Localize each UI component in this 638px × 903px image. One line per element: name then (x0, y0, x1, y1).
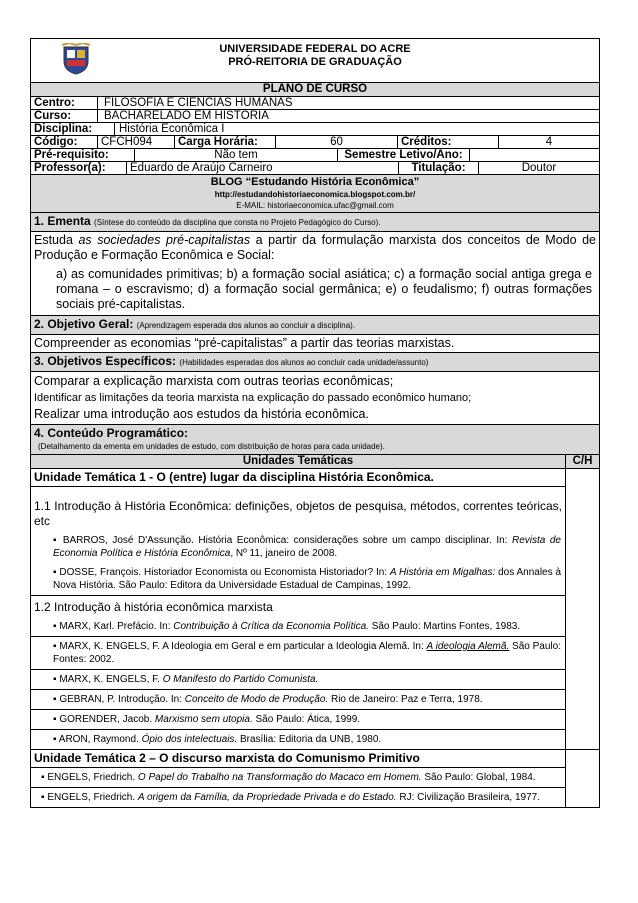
objetivos-especificos-note: (Habilidades esperadas dos alunos ao concluir cada unidade/assunto) (179, 358, 429, 367)
titulacao-label: Titulação: (399, 162, 479, 174)
unit-1-content (31, 469, 566, 749)
objetivos-especificos-list (31, 372, 599, 425)
professor-row (31, 162, 599, 175)
semestre-value (470, 149, 599, 161)
bullet-icon: ▪ (53, 567, 60, 578)
pro-rectorate-name: PRÓ-REITORIA DE GRADUAÇÃO (228, 56, 402, 68)
disciplina-label: Disciplina: (31, 123, 115, 135)
university-name: UNIVERSIDADE FEDERAL DO ACRE (219, 43, 411, 55)
ementa-note: (Síntese do conteúdo da disciplina que consta no Projeto Pedagógico do Curso). (94, 218, 381, 227)
ementa-intro: Estuda as sociedades pré-capitalistas a partir da formulação marxista dos conceitos de Modo de Produção e Formação Econômica e Social: (34, 233, 597, 262)
bullet-icon: ▪ (53, 734, 59, 745)
col-ch-header: C/H (572, 455, 593, 467)
codigo-value: CFCH094 (98, 136, 175, 148)
titulacao-value: Doutor (521, 162, 557, 174)
blog-box (31, 175, 599, 213)
objetivo-item: Comparar a explicação marxista com outras teorias econômicas; (34, 374, 394, 388)
prereq-label: Pré-requisito: (31, 149, 135, 161)
reference-item: ▪ GORENDER, Jacob. Marxismo sem utopia. São Paulo: Ática, 1999. (31, 710, 565, 730)
conteudo-note: (Detalhamento da ementa em unidades de estudo, com distribuição de horas para cada unidade). (38, 442, 385, 451)
university-crest-icon (61, 43, 91, 75)
objetivo-item: Realizar uma introdução aos estudos da história econômica. (34, 407, 369, 421)
blog-title: BLOG “Estudando História Econômica” (210, 176, 420, 188)
carga-label: Carga Horária: (175, 136, 276, 148)
ementa-body (31, 232, 599, 316)
objetivo-geral-heading-row (31, 316, 599, 335)
codigo-row (31, 136, 599, 149)
bullet-icon: ▪ (41, 792, 48, 803)
curso-label: Curso: (31, 110, 98, 122)
bullet-icon: ▪ (41, 772, 48, 783)
conteudo-heading-row (31, 425, 599, 455)
curso-row (31, 110, 599, 123)
objetivo-geral-text: Compreender as economias “pré-capitalistas” a partir das teorias marxistas. (31, 335, 599, 353)
centro-value: FILOSOFIA E CIENCIAS HUMANAS (104, 97, 293, 109)
professor-label: Professor(a): (31, 162, 127, 174)
reference-item: ▪ MARX, Karl. Prefácio. In: Contribuição à Crítica da Economia Política. São Paulo: Martins Fontes, 1983. (31, 617, 565, 637)
document-header (31, 39, 599, 83)
codigo-label: Código: (31, 136, 98, 148)
bullet-icon: ▪ (53, 535, 63, 546)
reference-item: ▪ MARX, K. ENGELS, F. O Manifesto do Partido Comunista. (31, 670, 565, 690)
reference-item: ▪ ARON, Raymond. Ópio dos intelectuais. Brasília: Editoria da UNB, 1980. (53, 734, 382, 745)
centro-row (31, 97, 599, 110)
ementa-heading-row (31, 213, 599, 232)
objetivos-especificos-heading-row (31, 353, 599, 372)
disciplina-row (31, 123, 599, 136)
prereq-value: Não tem (135, 149, 338, 161)
course-plan-document (30, 38, 600, 808)
unit-2-title: Unidade Temática 2 – O discurso marxista do Comunismo Primitivo (31, 750, 565, 768)
carga-value: 60 (276, 136, 398, 148)
blog-url[interactable]: http://estudandohistoriaeconomica.blogspot.com.br/ (214, 190, 416, 199)
plan-title: PLANO DE CURSO (262, 83, 368, 95)
reference-item: ▪ ENGELS, Friedrich. O Papel do Trabalho na Transformação do Macaco em Homem. São Paulo: Global, 1984. (31, 768, 565, 788)
objetivo-geral-note: (Aprendizagem esperada dos alunos ao concluir a disciplina). (136, 321, 356, 330)
conteudo-heading: 4. Conteúdo Programático: (34, 426, 189, 440)
semestre-label: Semestre Letivo/Ano: (338, 149, 470, 161)
unit-1-section-1-2: 1.2 Introdução à história econômica marxista (34, 600, 273, 614)
professor-value: Eduardo de Araújo Carneiro (127, 162, 399, 174)
bullet-icon: ▪ (53, 641, 60, 652)
reference-item: ▪ GEBRAN, P. Introdução. In: Conceito de Modo de Produção. Rio de Janeiro: Paz e Terra, 1978. (31, 690, 565, 710)
bullet-icon: ▪ (53, 694, 60, 705)
objetivo-geral-heading: 2. Objetivo Geral: (34, 317, 134, 331)
unit-1-row (31, 469, 599, 750)
prereq-row (31, 149, 599, 162)
unit-1-title: Unidade Temática 1 - O (entre) lugar da disciplina História Econômica. (31, 469, 565, 487)
bullet-icon: ▪ (53, 674, 60, 685)
ementa-heading: 1. Ementa (34, 214, 91, 228)
curso-value: BACHARELADO EM HISTÓRIA (104, 110, 269, 122)
ementa-list: a) as comunidades primitivas; b) a formação social asiática; c) a formação social antiga grega e romana – o escravismo; d) a formação social germânica; e) o feudalismo; f) outras formações sociais pré-capitalistas. (56, 267, 592, 311)
reference-item: ▪ MARX, K. ENGELS, F. A Ideologia em Geral e em particular a Ideologia Alemã. In: A ideologia Alemã. São Paulo: Fontes: 2002. (31, 637, 565, 670)
objetivos-especificos-heading: 3. Objetivos Específicos: (34, 354, 177, 368)
plan-title-bar (31, 83, 599, 97)
unit-2-row (31, 750, 599, 807)
creditos-value: 4 (545, 136, 553, 148)
creditos-label: Créditos: (398, 136, 499, 148)
reference-item: ▪ ENGELS, Friedrich. A origem da Família, da Propriedade Privada e do Estado. RJ: Civilização Brasileira, 1977. (41, 792, 540, 803)
unit-2-ch (566, 750, 599, 807)
objetivo-item: Identificar as limitações da teoria marxista na explicação do passado econômico humano; (34, 392, 472, 404)
reference-item: ▪ DOSSE, François. Historiador Economista ou Economista Historiador? In: A História em Migalhas: dos Annales à Nova História. São Paulo: Editora da Universidade Estadual de Campinas, 1992. (31, 563, 565, 596)
unit-1-ch (566, 469, 599, 749)
unit-2-content (31, 750, 566, 807)
conteudo-table-header (31, 455, 599, 469)
col-units-header: Unidades Temáticas (31, 455, 566, 468)
disciplina-value: História Econômica I (119, 123, 225, 135)
bullet-icon: ▪ (53, 714, 60, 725)
centro-label: Centro: (31, 97, 98, 109)
reference-item: ▪ BARROS, José D'Assunção. História Econômica: considerações sobre um campo disciplinar. In: Revista de Economia Política e História Econômica, Nº 11, janeiro de 2008. (53, 535, 561, 559)
unit-1-section-1-1: 1.1 Introdução à História Econômica: definições, objetos de pesquisa, métodos, correntes teóricas, etc (34, 499, 562, 528)
bullet-icon: ▪ (53, 621, 60, 632)
blog-email[interactable]: E-MAIL: historiaeconomica.ufac@gmail.com (236, 201, 394, 210)
